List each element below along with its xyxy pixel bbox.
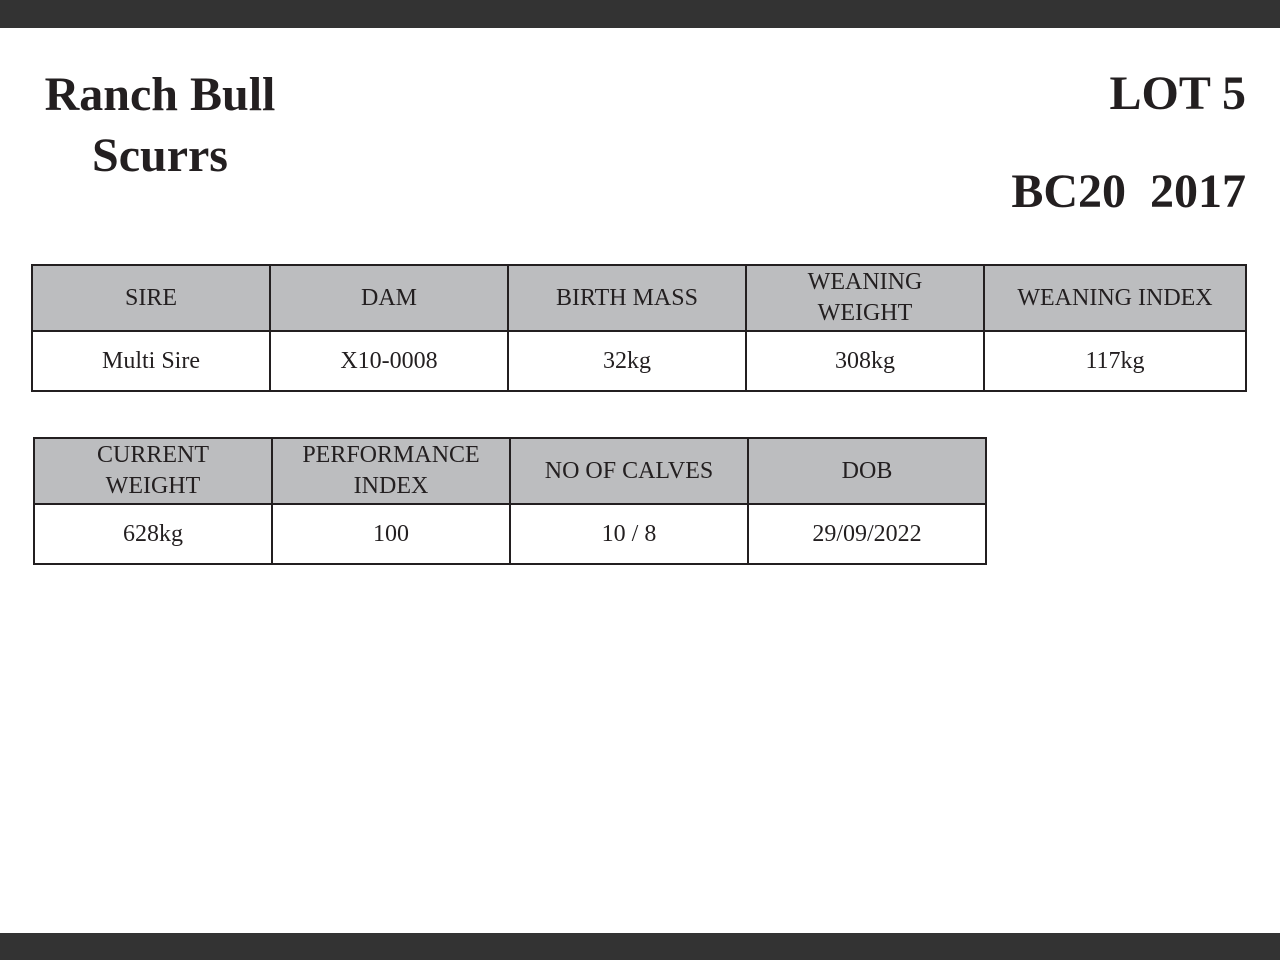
value-no-of-calves: 10 / 8 bbox=[510, 504, 748, 564]
value-current-weight: 628kg bbox=[34, 504, 272, 564]
header-weaning-weight-line2: WEIGHT bbox=[817, 300, 913, 326]
header-weaning-weight bbox=[746, 265, 984, 331]
value-weaning-weight: 308kg bbox=[746, 331, 984, 391]
value-dob: 29/09/2022 bbox=[748, 504, 986, 564]
header-current-weight-line1: CURRENT bbox=[96, 442, 209, 468]
header-dam: DAM bbox=[270, 265, 508, 331]
header-dob: DOB bbox=[748, 438, 986, 504]
pedigree-table bbox=[31, 264, 1247, 392]
header-weaning-weight-line1: WEANING bbox=[807, 269, 923, 295]
header-current-weight bbox=[34, 438, 272, 504]
header-performance-index-line2: INDEX bbox=[353, 473, 429, 499]
value-sire: Multi Sire bbox=[32, 331, 270, 391]
header-current-weight-line2: WEIGHT bbox=[105, 473, 201, 499]
performance-table bbox=[33, 437, 987, 565]
table-row bbox=[32, 331, 1246, 391]
table-header-row bbox=[32, 265, 1246, 331]
title-breed-line: Ranch Bull bbox=[44, 68, 276, 121]
header-performance-index-line1: PERFORMANCE bbox=[302, 442, 480, 468]
value-dam: X10-0008 bbox=[270, 331, 508, 391]
header-no-of-calves: NO OF CALVES bbox=[510, 438, 748, 504]
top-frame-bar bbox=[0, 0, 1280, 28]
value-performance-index: 100 bbox=[272, 504, 510, 564]
animal-code: BC20 2017 bbox=[1011, 165, 1246, 218]
header-performance-index bbox=[272, 438, 510, 504]
title-type-line: Scurrs bbox=[92, 129, 228, 182]
bottom-frame-bar bbox=[0, 933, 1280, 960]
header-sire: SIRE bbox=[32, 265, 270, 331]
animal-title bbox=[30, 64, 290, 186]
header-weaning-index: WEANING INDEX bbox=[984, 265, 1246, 331]
lot-number: LOT 5 bbox=[1109, 67, 1246, 120]
value-birth-mass: 32kg bbox=[508, 331, 746, 391]
value-weaning-index: 117kg bbox=[984, 331, 1246, 391]
table-row bbox=[34, 504, 986, 564]
header-birth-mass: BIRTH MASS bbox=[508, 265, 746, 331]
table-header-row bbox=[34, 438, 986, 504]
